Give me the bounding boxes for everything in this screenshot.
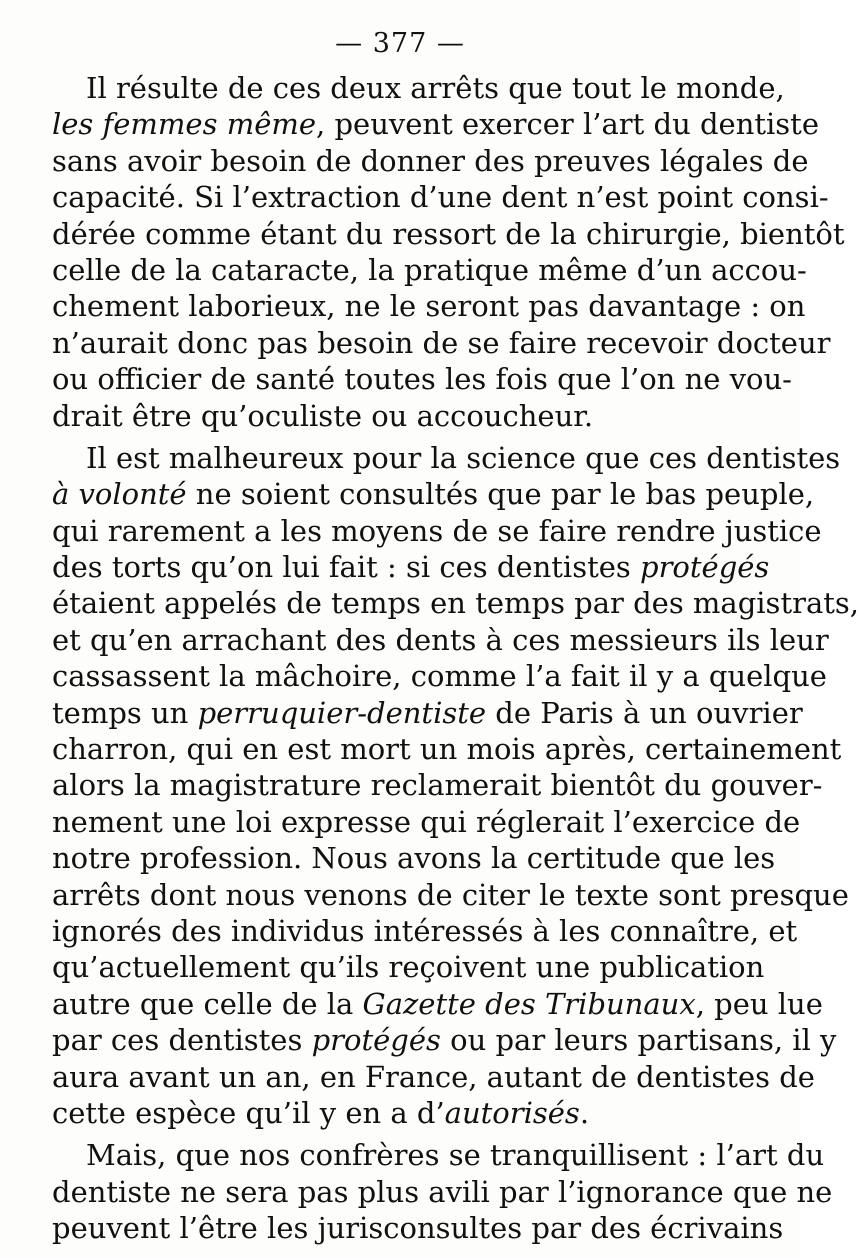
text-segment: n’aurait donc pas besoin de se faire recevoir docteur (52, 325, 831, 360)
text-line (52, 252, 807, 288)
text-segment: notre profession. Nous avons la certitude que les (52, 841, 776, 876)
text-segment: peuvent l’être les jurisconsultes par des écrivains (52, 1211, 784, 1246)
text-segment: celle de la cataracte, la pratique même d’un accou- (52, 252, 807, 287)
page-number: — 377 — (335, 28, 465, 59)
text-segment: de Paris à un ouvrier (486, 695, 803, 730)
italic-text: autorisés (444, 1095, 580, 1130)
text-segment: drait être qu’oculiste ou accoucheur. (52, 398, 594, 433)
text-line (52, 731, 842, 767)
text-segment: cette espèce qu’il y en a d’ (52, 1095, 445, 1130)
text-line (52, 361, 792, 397)
text-line (52, 106, 819, 142)
text-line (52, 913, 798, 949)
text-line (52, 695, 803, 731)
text-segment: temps un (52, 695, 198, 730)
text-segment: dérée comme étant du ressort de la chirurgie, bientôt (52, 216, 845, 251)
text-segment: autre que celle de la (52, 986, 363, 1021)
text-segment: capacité. Si l’extraction d’une dent n’est point consi- (52, 180, 829, 215)
text-line (52, 1095, 742, 1131)
text-line (52, 622, 829, 658)
italic-text: protégés (311, 1023, 441, 1058)
text-segment: des torts qu’on lui fait : si ces dentistes (52, 550, 640, 585)
text-segment: , peuvent exercer l’art du dentiste (316, 107, 819, 142)
text-line (52, 398, 742, 434)
text-segment: chement laborieux, ne le seront pas davantage : on (52, 289, 806, 324)
text-line (52, 1174, 833, 1210)
text-line (52, 216, 845, 252)
text-segment: . (579, 1095, 590, 1130)
text-line (52, 767, 823, 803)
text-line (52, 986, 823, 1022)
text-segment: qu’actuellement qu’ils reçoivent une publication (52, 950, 765, 985)
text-segment: Il résulte de ces deux arrêts que tout le monde, (86, 71, 785, 105)
italic-text: à volonté (52, 477, 187, 512)
text-line (52, 658, 827, 694)
text-line (52, 179, 829, 215)
text-line (52, 476, 815, 512)
text-segment: nement une loi expresse qui réglerait l’exercice de (52, 804, 801, 839)
text-line (52, 143, 809, 179)
text-line (52, 877, 849, 913)
text-segment: ne soient consultés que par le bas peuple, (186, 477, 815, 512)
text-line (52, 1059, 815, 1095)
text-segment: aura avant un an, en France, autant de dentistes de (52, 1059, 815, 1094)
text-line (52, 840, 776, 876)
italic-text: les femmes même (52, 107, 317, 142)
text-segment: arrêts dont nous venons de citer le texte sont presque (52, 877, 849, 912)
text-line (52, 513, 822, 549)
text-line (52, 288, 806, 324)
text-segment: Il est malheureux pour la science que ces dentistes (86, 440, 841, 475)
text-segment: ou par leurs partisans, il y (440, 1023, 837, 1058)
text-segment: étaient appelés de temps en temps par des magistrats, (52, 586, 859, 621)
text-segment: dentiste ne sera pas plus avili par l’ignorance que ne (52, 1174, 833, 1209)
text-line (52, 1137, 825, 1173)
text-segment: ignorés des individus intéressés à les connaître, et (52, 913, 798, 948)
text-line (52, 325, 831, 361)
text-line (52, 1210, 784, 1246)
text-segment: par ces dentistes (52, 1023, 312, 1058)
text-segment: , peu lue (695, 986, 823, 1021)
text-segment: cassassent la mâchoire, comme l’a fait il y a quelque (52, 659, 827, 694)
text-segment: ou officier de santé toutes les fois que l’on ne vou- (52, 362, 792, 397)
text-line (52, 70, 785, 106)
text-segment: qui rarement a les moyens de se faire rendre justice (52, 513, 822, 548)
text-segment: charron, qui en est mort un mois après, certainement (52, 732, 842, 767)
text-line (52, 949, 765, 985)
italic-text: protégés (640, 550, 770, 585)
text-segment: et qu’en arrachant des dents à ces messieurs ils leur (52, 622, 829, 657)
italic-text: Gazette des Tribunaux (362, 986, 696, 1021)
text-segment: Mais, que nos confrères se tranquillisent : l’art du (86, 1138, 825, 1173)
text-segment: sans avoir besoin de donner des preuves légales de (52, 143, 809, 178)
italic-text: perruquier-dentiste (197, 695, 487, 730)
text-line (52, 1022, 837, 1058)
text-line (52, 440, 841, 476)
text-line (52, 585, 859, 621)
text-line (52, 804, 801, 840)
text-line (52, 549, 770, 585)
body-text (52, 70, 859, 1247)
text-segment: alors la magistrature reclamerait bientôt du gouver- (52, 768, 823, 803)
